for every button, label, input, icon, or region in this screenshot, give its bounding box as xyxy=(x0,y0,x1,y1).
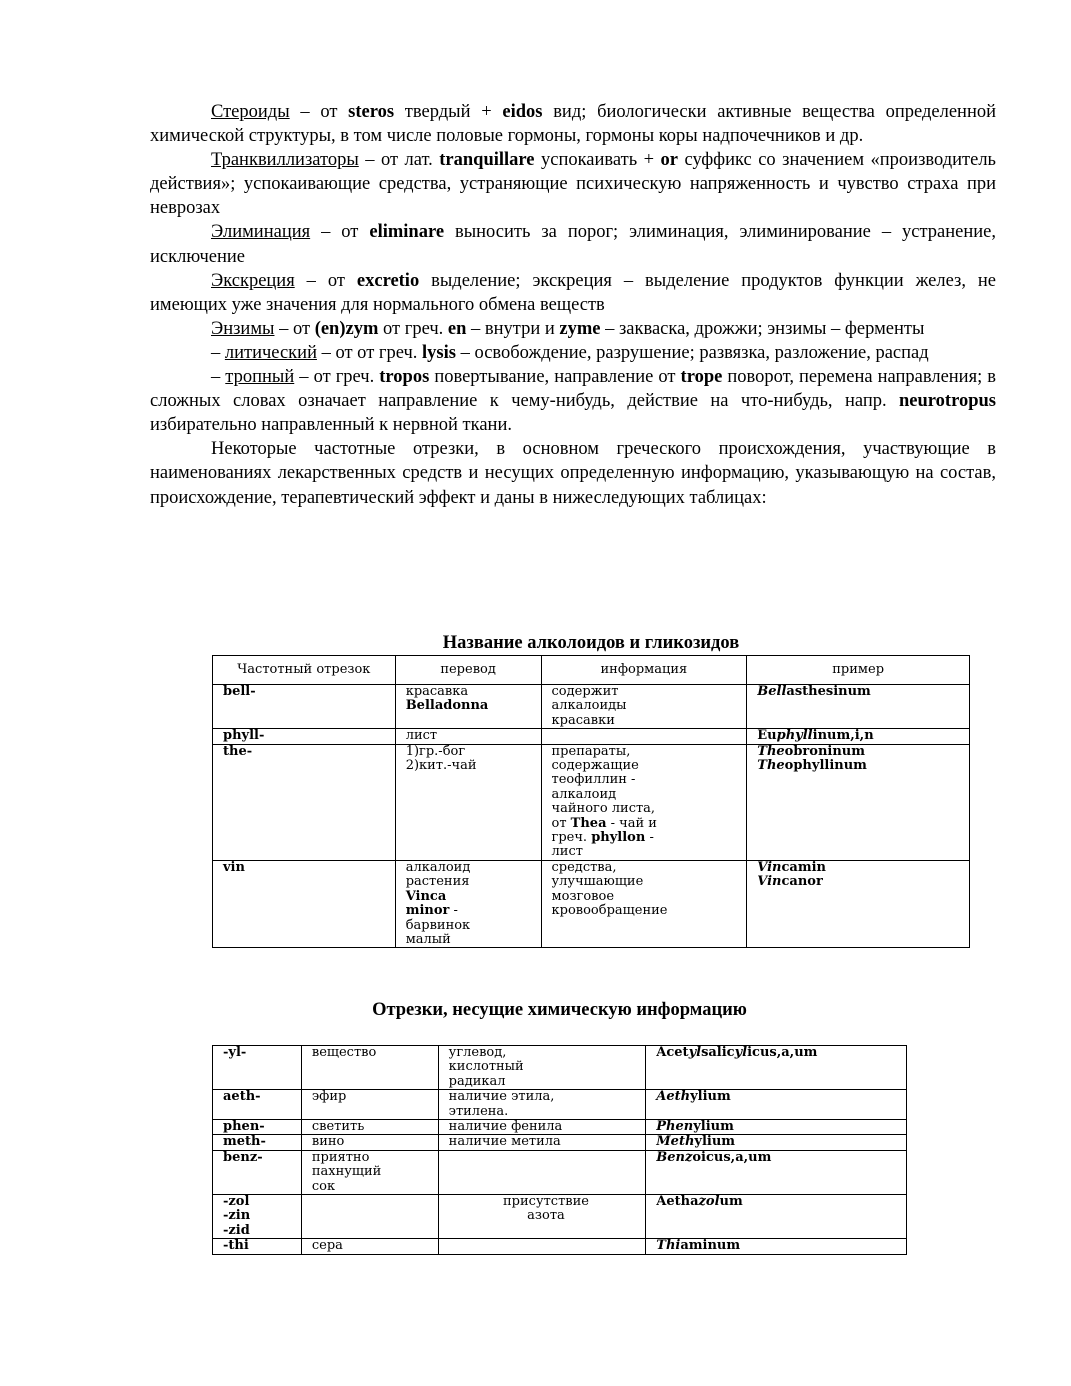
cell-text: phyllon xyxy=(591,830,646,846)
cell-text: - xyxy=(645,830,654,846)
paragraph xyxy=(150,148,996,220)
cell-text: ylium xyxy=(693,1119,734,1135)
paragraph xyxy=(150,437,996,509)
example-cell xyxy=(646,1239,907,1254)
cell-line: азота xyxy=(527,1208,565,1224)
cell-line: phyll- xyxy=(223,728,265,744)
latin-word: eidos xyxy=(502,102,543,122)
cell-text: yl xyxy=(688,1045,702,1060)
table-row xyxy=(213,860,970,947)
cell-text: Eu xyxy=(757,728,777,744)
cell-text: лист xyxy=(551,844,583,860)
cell-line: the- xyxy=(223,743,253,759)
cell-text: Meth xyxy=(656,1134,695,1150)
table-row xyxy=(213,729,970,744)
latin-word: tropos xyxy=(379,367,430,388)
text-run: твердый + xyxy=(394,102,503,122)
chemical-segments-table xyxy=(212,1045,907,1255)
text-run: – освобождение, разрушение; развязка, разложение, распад xyxy=(455,342,929,363)
cell-text: препараты, xyxy=(551,743,631,759)
cell-text: чайного листа, xyxy=(551,801,656,817)
text-run: – от xyxy=(294,270,357,291)
term: Энзимы xyxy=(211,318,275,339)
segment-cell xyxy=(213,1120,302,1135)
cell-text: Vin xyxy=(757,874,782,890)
example-cell xyxy=(747,744,970,860)
info-cell xyxy=(438,1239,646,1254)
example-cell xyxy=(646,1090,907,1120)
column-header: информация xyxy=(541,656,747,685)
cell-text: лист xyxy=(405,728,438,744)
text-run: успокаивать + xyxy=(534,150,661,171)
table1-header-row xyxy=(213,656,970,685)
translation-cell xyxy=(301,1120,438,1135)
cell-line: вино xyxy=(311,1134,345,1150)
text-run: избирательно направленный к нервной ткани. xyxy=(150,415,512,436)
segment-cell xyxy=(213,1195,302,1239)
text-run: – xyxy=(211,342,225,363)
cell-text: Vinca xyxy=(405,888,447,904)
cell-text: содержащие xyxy=(551,758,639,774)
term: тропный xyxy=(225,367,295,388)
cell-text: inum,i,n xyxy=(812,728,874,744)
paragraph xyxy=(150,365,996,437)
cell-text: от xyxy=(551,815,571,831)
cell-line: vin xyxy=(223,859,245,875)
example-cell xyxy=(646,1046,907,1090)
translation-cell xyxy=(395,729,541,744)
cell-line: bell- xyxy=(223,684,256,699)
text-run: суффикс со значением «производитель действия»; успокаивающие средства, устраняющие психическую напряженность и чувство страха при неврозах xyxy=(150,150,996,219)
segment-cell xyxy=(213,1046,302,1090)
info-cell xyxy=(541,744,747,860)
latin-word: en xyxy=(447,318,467,339)
info-cell xyxy=(438,1046,646,1090)
paragraph xyxy=(150,100,996,148)
cell-text: Thi xyxy=(656,1238,681,1254)
cell-text: asthesinum xyxy=(786,684,871,699)
cell-text: - xyxy=(449,903,458,919)
text-run: выносить за порог; элиминация, элиминирование – устранение, исключение xyxy=(150,222,997,267)
text-run: – xyxy=(211,367,226,388)
segment-cell xyxy=(213,744,396,860)
table-row xyxy=(213,744,970,860)
text-run: выделение; экскреция – выделение продуктов функции желез, не имеющих уже значения для нормального обмена веществ xyxy=(150,270,996,315)
cell-text: красавка xyxy=(405,684,469,699)
segment-cell xyxy=(213,1150,302,1194)
text-run: от греч. xyxy=(378,318,448,339)
paragraph xyxy=(150,269,996,317)
cell-line: наличие метила xyxy=(448,1134,561,1150)
cell-text: canor xyxy=(781,874,823,890)
cell-line: вещество xyxy=(311,1045,377,1060)
table-row xyxy=(213,1135,907,1150)
paragraph xyxy=(150,317,996,341)
translation-cell xyxy=(395,744,541,860)
text-run: вид; биологически активные вещества определенной химической структуры, в том числе половые гормоны, гормоны коры надпочечников и др. xyxy=(150,102,997,147)
cell-text: 2)кит.-чай xyxy=(405,758,477,774)
cell-line: aeth- xyxy=(223,1089,261,1105)
cell-text: Benz xyxy=(656,1149,693,1165)
cell-text: алкалоиды xyxy=(551,698,627,714)
translation-cell xyxy=(301,1090,438,1120)
cell-text: Aeth xyxy=(656,1089,691,1105)
cell-text: алкалоид xyxy=(551,786,617,802)
cell-text: oicus,a,um xyxy=(692,1149,772,1165)
cell-line: -zol xyxy=(223,1194,250,1210)
cell-line: -zid xyxy=(223,1222,250,1238)
cell-line: пахнущий xyxy=(311,1164,382,1180)
cell-text: The xyxy=(757,743,785,759)
info-cell xyxy=(438,1090,646,1120)
text-run: – от лат. xyxy=(358,150,440,171)
translation-cell xyxy=(395,685,541,729)
table-row xyxy=(213,1195,907,1239)
info-cell xyxy=(541,729,747,744)
text-run: – от от греч. xyxy=(316,342,423,363)
cell-text: minor xyxy=(405,903,450,919)
info-cell xyxy=(541,685,747,729)
translation-cell xyxy=(301,1150,438,1194)
example-cell xyxy=(747,860,970,947)
latin-word: or xyxy=(660,150,679,171)
translation-cell xyxy=(301,1046,438,1090)
translation-cell xyxy=(301,1135,438,1150)
translation-cell xyxy=(301,1195,438,1239)
term: Элиминация xyxy=(211,222,311,243)
cell-text: ylium xyxy=(690,1089,731,1105)
segment-cell xyxy=(213,860,396,947)
cell-line: -yl- xyxy=(223,1045,247,1060)
cell-text: icus,a,um xyxy=(747,1045,818,1060)
info-cell xyxy=(438,1120,646,1135)
text-run: – от xyxy=(310,222,370,243)
segment-cell xyxy=(213,1090,302,1120)
term: Стероиды xyxy=(211,102,290,122)
cell-text: Belladonna xyxy=(405,698,489,714)
cell-text: Aetha xyxy=(656,1194,699,1210)
cell-text: греч. xyxy=(551,830,592,846)
info-cell xyxy=(438,1135,646,1150)
cell-line: радикал xyxy=(448,1073,506,1089)
cell-line: наличие фенила xyxy=(448,1119,563,1135)
table-row xyxy=(213,1046,907,1090)
latin-word: lysis xyxy=(422,342,456,363)
cell-text: ophyllinum xyxy=(784,758,867,774)
cell-line: сера xyxy=(311,1238,343,1254)
paragraph xyxy=(150,341,996,365)
cell-text: um xyxy=(719,1194,743,1210)
latin-word: neurotropus xyxy=(899,391,996,412)
segment-cell xyxy=(213,685,396,729)
text-run: – от греч. xyxy=(294,367,380,388)
cell-text: теофиллин - xyxy=(551,772,636,788)
latin-word: zyme xyxy=(559,318,601,339)
text-run: Некоторые частотные отрезки, в основном греческого происхождения, участвующие в наименованиях лекарственных средств и несущих определенную информацию, указывающую на состав, происхождение, терапевтический эффект и даны в нижеследующих таблицах: xyxy=(150,439,996,508)
cell-text: малый xyxy=(405,931,451,947)
info-cell xyxy=(438,1150,646,1194)
latin-word: excretio xyxy=(356,270,420,291)
latin-word: trope xyxy=(680,367,723,388)
cell-line: -zin xyxy=(223,1208,251,1224)
column-header: пример xyxy=(747,656,970,685)
table-row xyxy=(213,1239,907,1254)
text-run: повертывание, направление от xyxy=(429,367,681,388)
cell-line: -thi xyxy=(223,1238,249,1254)
term: литический xyxy=(224,342,317,363)
cell-text: красавки xyxy=(551,712,615,728)
segment-cell xyxy=(213,1239,302,1254)
cell-text: содержит xyxy=(551,684,619,699)
table1-caption: Название алколоидов и гликозидов xyxy=(442,633,740,653)
cell-text: средства, xyxy=(551,859,617,875)
example-cell xyxy=(747,729,970,744)
document-page xyxy=(150,100,996,510)
cell-text: барвинок xyxy=(405,917,471,933)
info-cell xyxy=(541,860,747,947)
cell-line: светить xyxy=(311,1119,365,1135)
text-run: – закваска, дрожжи; энзимы – ферменты xyxy=(600,318,925,339)
table-row xyxy=(213,1120,907,1135)
latin-word: steros xyxy=(348,102,395,122)
cell-text: кровообращение xyxy=(551,903,668,919)
cell-text: Vin xyxy=(757,859,782,875)
cell-text: ylium xyxy=(694,1134,736,1150)
cell-line: наличие этила, xyxy=(448,1089,555,1105)
example-cell xyxy=(747,685,970,729)
info-cell xyxy=(438,1195,646,1239)
alkaloids-table xyxy=(212,655,970,948)
cell-text: растения xyxy=(405,874,470,890)
cell-text: 1)гр.-бог xyxy=(405,743,466,759)
column-header: перевод xyxy=(395,656,541,685)
table-row xyxy=(213,685,970,729)
cell-text: алкалоид xyxy=(405,859,471,875)
example-cell xyxy=(646,1150,907,1194)
translation-cell xyxy=(395,860,541,947)
cell-line: кислотный xyxy=(448,1059,524,1075)
text-run: – внутри и xyxy=(466,318,560,339)
cell-text: aminum xyxy=(680,1238,741,1254)
latin-word: (en)zym xyxy=(314,318,379,339)
cell-line: phen- xyxy=(223,1119,265,1135)
latin-word: tranquillare xyxy=(439,150,535,171)
cell-text: улучшающие xyxy=(551,874,644,890)
example-cell xyxy=(646,1135,907,1150)
translation-cell xyxy=(301,1239,438,1254)
cell-line: benz- xyxy=(223,1149,263,1165)
latin-word: eliminare xyxy=(369,222,445,243)
cell-line: углевод, xyxy=(448,1045,507,1060)
cell-line: этилена. xyxy=(448,1103,509,1119)
table2-caption: Отрезки, несущие химическую информацию xyxy=(372,1000,747,1020)
cell-line: meth- xyxy=(223,1134,266,1150)
text-run: – от xyxy=(289,102,349,122)
cell-text: - чай и xyxy=(606,815,657,831)
cell-text: The xyxy=(757,758,785,774)
cell-line: приятно xyxy=(311,1149,370,1165)
cell-text: zol xyxy=(698,1194,720,1210)
body-text xyxy=(150,100,996,510)
table-row xyxy=(213,1150,907,1194)
segment-cell xyxy=(213,729,396,744)
column-header: Частотный отрезок xyxy=(213,656,396,685)
cell-text: camin xyxy=(781,859,826,875)
table-row xyxy=(213,1090,907,1120)
term: Экскреция xyxy=(211,270,295,291)
cell-text: salic xyxy=(701,1045,735,1060)
segment-cell xyxy=(213,1135,302,1150)
text-run: поворот, перемена направления; в сложных словах означает направление к чему-нибудь, действие на что-нибудь, напр. xyxy=(150,367,996,412)
cell-text: Phen xyxy=(656,1119,694,1135)
cell-line: эфир xyxy=(311,1089,347,1105)
cell-line: сок xyxy=(311,1178,336,1194)
example-cell xyxy=(646,1120,907,1135)
cell-line: присутствие xyxy=(503,1194,589,1210)
cell-text: мозговое xyxy=(551,888,615,904)
cell-text: Bell xyxy=(757,684,787,699)
term: Транквиллизаторы xyxy=(211,150,359,171)
cell-text: obroninum xyxy=(784,743,866,759)
example-cell xyxy=(646,1195,907,1239)
cell-text: yl xyxy=(734,1045,748,1060)
text-run: – от xyxy=(274,318,315,339)
paragraph xyxy=(150,220,996,268)
cell-text: phyll xyxy=(776,728,813,744)
cell-text: Acet xyxy=(656,1045,689,1060)
cell-text: Thea xyxy=(570,815,607,831)
